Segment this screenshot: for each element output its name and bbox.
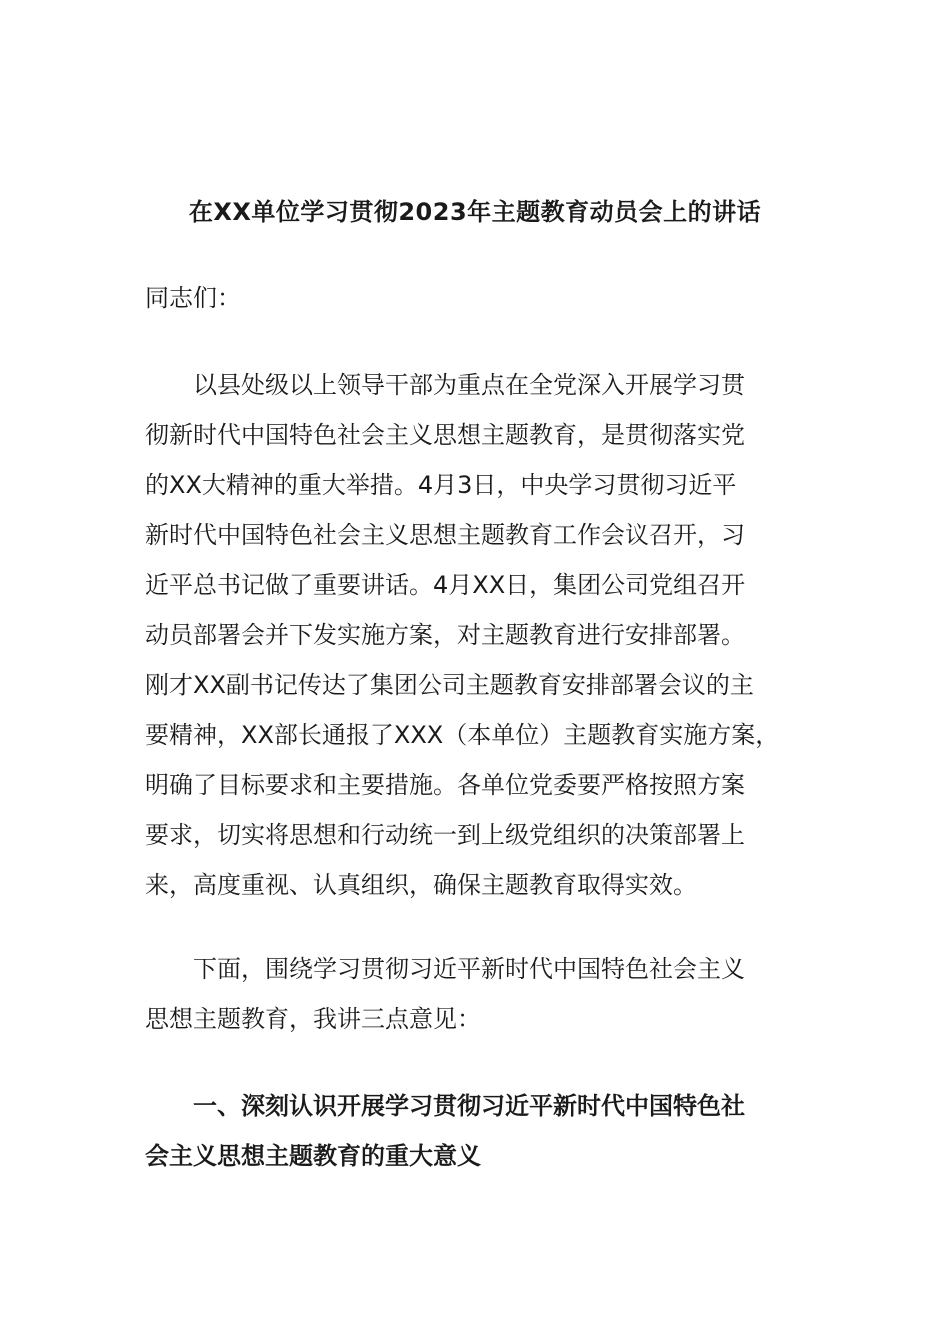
paragraph-line: 近平总书记做了重要讲话。4月XX日，集团公司党组召开 [145, 571, 746, 599]
paragraph-intro [145, 360, 779, 910]
paragraph-line: 来，高度重视、认真组织，确保主题教育取得实效。 [145, 871, 697, 899]
paragraph-line: 动员部署会并下发实施方案，对主题教育进行安排部署。 [145, 621, 745, 649]
paragraph-line: 的XX大精神的重大举措。4月3日，中央学习贯彻习近平 [145, 471, 737, 499]
paragraph-line: 明确了目标要求和主要措施。各单位党委要严格按照方案 [145, 771, 745, 799]
paragraph-line: 要精神，XX部长通报了XXX（本单位）主题教育实施方案， [145, 721, 780, 749]
paragraph-line: 要求，切实将思想和行动统一到上级党组织的决策部署上 [145, 821, 745, 849]
heading-line: 会主义思想主题教育的重大意义 [145, 1142, 481, 1170]
paragraph-line: 彻新时代中国特色社会主义思想主题教育，是贯彻落实党 [145, 421, 745, 449]
paragraph-line: 新时代中国特色社会主义思想主题教育工作会议召开，习 [145, 521, 745, 549]
document-title: 在XX单位学习贯彻2023年主题教育动员会上的讲话 [188, 198, 762, 226]
paragraph-line: 下面，围绕学习贯彻习近平新时代中国特色社会主义 [193, 955, 745, 983]
paragraph-line: 刚才XX副书记传达了集团公司主题教育安排部署会议的主 [145, 671, 754, 699]
paragraph-line: 思想主题教育，我讲三点意见： [145, 1005, 481, 1033]
salutation: 同志们： [145, 284, 241, 312]
heading-line: 一、深刻认识开展学习贯彻习近平新时代中国特色社 [193, 1092, 745, 1120]
paragraph-outline [145, 944, 745, 1044]
section-heading-1 [145, 1081, 745, 1181]
paragraph-line: 以县处级以上领导干部为重点在全党深入开展学习贯 [193, 371, 745, 399]
